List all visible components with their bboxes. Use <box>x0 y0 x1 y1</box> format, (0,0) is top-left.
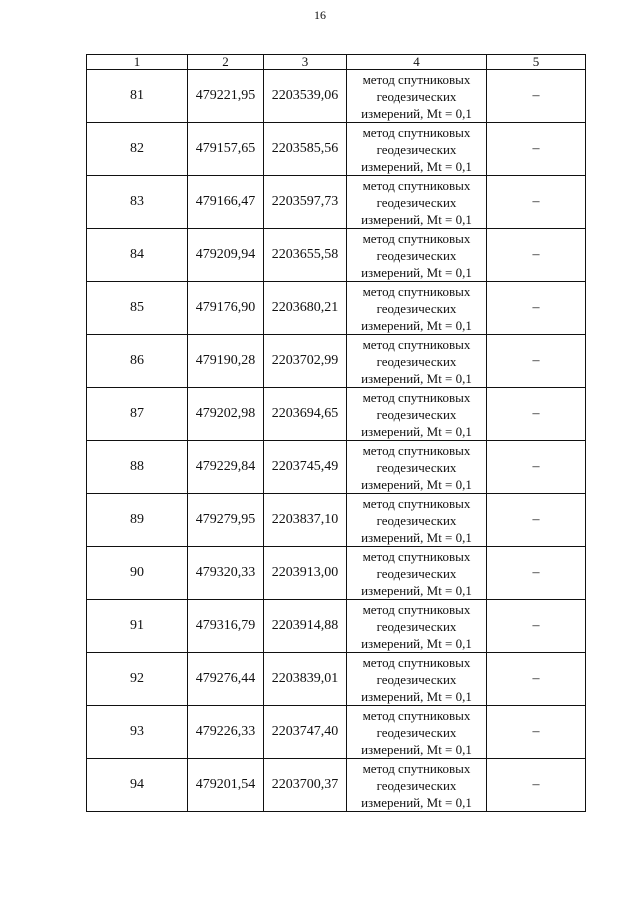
column-header: 2 <box>188 55 264 70</box>
x-coordinate-cell: 479202,98 <box>188 388 264 441</box>
note-cell: – <box>487 229 586 282</box>
y-coordinate-cell: 2203585,56 <box>264 123 347 176</box>
method-cell: метод спутниковых геодезических измерений, Mt = 0,1 <box>347 335 487 388</box>
method-cell: метод спутниковых геодезических измерений, Mt = 0,1 <box>347 759 487 812</box>
x-coordinate-cell: 479176,90 <box>188 282 264 335</box>
y-coordinate-cell: 2203539,06 <box>264 70 347 123</box>
column-header: 5 <box>487 55 586 70</box>
table-row <box>87 441 586 494</box>
point-number-cell: 86 <box>87 335 188 388</box>
x-coordinate-cell: 479316,79 <box>188 600 264 653</box>
method-cell: метод спутниковых геодезических измерений, Mt = 0,1 <box>347 600 487 653</box>
point-number-cell: 85 <box>87 282 188 335</box>
point-number-cell: 84 <box>87 229 188 282</box>
y-coordinate-cell: 2203745,49 <box>264 441 347 494</box>
method-cell: метод спутниковых геодезических измерений, Mt = 0,1 <box>347 706 487 759</box>
note-cell: – <box>487 176 586 229</box>
point-number-cell: 87 <box>87 388 188 441</box>
column-header: 3 <box>264 55 347 70</box>
note-cell: – <box>487 282 586 335</box>
point-number-cell: 89 <box>87 494 188 547</box>
column-header: 4 <box>347 55 487 70</box>
note-cell: – <box>487 759 586 812</box>
x-coordinate-cell: 479201,54 <box>188 759 264 812</box>
method-cell: метод спутниковых геодезических измерений, Mt = 0,1 <box>347 441 487 494</box>
x-coordinate-cell: 479279,95 <box>188 494 264 547</box>
table-row <box>87 706 586 759</box>
x-coordinate-cell: 479276,44 <box>188 653 264 706</box>
method-cell: метод спутниковых геодезических измерений, Mt = 0,1 <box>347 282 487 335</box>
point-number-cell: 90 <box>87 547 188 600</box>
y-coordinate-cell: 2203837,10 <box>264 494 347 547</box>
y-coordinate-cell: 2203694,65 <box>264 388 347 441</box>
note-cell: – <box>487 494 586 547</box>
method-cell: метод спутниковых геодезических измерений, Mt = 0,1 <box>347 653 487 706</box>
method-cell: метод спутниковых геодезических измерений, Mt = 0,1 <box>347 388 487 441</box>
method-cell: метод спутниковых геодезических измерений, Mt = 0,1 <box>347 229 487 282</box>
page-number: 16 <box>314 8 326 22</box>
x-coordinate-cell: 479166,47 <box>188 176 264 229</box>
method-cell: метод спутниковых геодезических измерений, Mt = 0,1 <box>347 547 487 600</box>
column-header: 1 <box>87 55 188 70</box>
point-number-cell: 82 <box>87 123 188 176</box>
point-number-cell: 94 <box>87 759 188 812</box>
table-row <box>87 388 586 441</box>
y-coordinate-cell: 2203655,58 <box>264 229 347 282</box>
table-row <box>87 229 586 282</box>
x-coordinate-cell: 479320,33 <box>188 547 264 600</box>
table-body <box>87 70 586 812</box>
x-coordinate-cell: 479209,94 <box>188 229 264 282</box>
table-row <box>87 176 586 229</box>
coordinates-table <box>86 54 586 812</box>
y-coordinate-cell: 2203700,37 <box>264 759 347 812</box>
table-row <box>87 759 586 812</box>
note-cell: – <box>487 441 586 494</box>
y-coordinate-cell: 2203839,01 <box>264 653 347 706</box>
note-cell: – <box>487 123 586 176</box>
note-cell: – <box>487 388 586 441</box>
y-coordinate-cell: 2203597,73 <box>264 176 347 229</box>
table-row <box>87 123 586 176</box>
table-row <box>87 547 586 600</box>
table-row <box>87 494 586 547</box>
point-number-cell: 91 <box>87 600 188 653</box>
x-coordinate-cell: 479221,95 <box>188 70 264 123</box>
method-cell: метод спутниковых геодезических измерений, Mt = 0,1 <box>347 123 487 176</box>
table-row <box>87 653 586 706</box>
y-coordinate-cell: 2203913,00 <box>264 547 347 600</box>
y-coordinate-cell: 2203702,99 <box>264 335 347 388</box>
point-number-cell: 92 <box>87 653 188 706</box>
table-row <box>87 335 586 388</box>
x-coordinate-cell: 479226,33 <box>188 706 264 759</box>
point-number-cell: 83 <box>87 176 188 229</box>
table-header-row <box>87 55 586 70</box>
point-number-cell: 93 <box>87 706 188 759</box>
x-coordinate-cell: 479229,84 <box>188 441 264 494</box>
method-cell: метод спутниковых геодезических измерений, Mt = 0,1 <box>347 176 487 229</box>
point-number-cell: 88 <box>87 441 188 494</box>
table-row <box>87 70 586 123</box>
x-coordinate-cell: 479190,28 <box>188 335 264 388</box>
note-cell: – <box>487 335 586 388</box>
note-cell: – <box>487 653 586 706</box>
note-cell: – <box>487 547 586 600</box>
table-row <box>87 600 586 653</box>
table-row <box>87 282 586 335</box>
method-cell: метод спутниковых геодезических измерений, Mt = 0,1 <box>347 70 487 123</box>
note-cell: – <box>487 70 586 123</box>
y-coordinate-cell: 2203747,40 <box>264 706 347 759</box>
y-coordinate-cell: 2203914,88 <box>264 600 347 653</box>
note-cell: – <box>487 600 586 653</box>
note-cell: – <box>487 706 586 759</box>
y-coordinate-cell: 2203680,21 <box>264 282 347 335</box>
method-cell: метод спутниковых геодезических измерений, Mt = 0,1 <box>347 494 487 547</box>
point-number-cell: 81 <box>87 70 188 123</box>
x-coordinate-cell: 479157,65 <box>188 123 264 176</box>
